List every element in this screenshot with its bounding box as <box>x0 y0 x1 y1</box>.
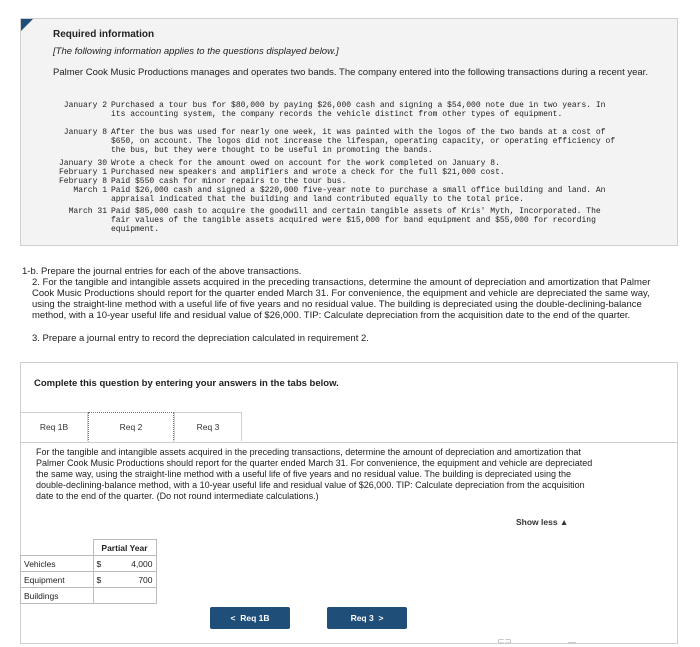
divider-dash: — <box>568 638 576 647</box>
chevron-right-icon: > <box>378 613 384 623</box>
info-heading: Required information <box>53 29 155 40</box>
prev-button[interactable] <box>210 607 290 629</box>
question-1b: 1-b. Prepare the journal entries for each of the above transactions. <box>22 266 302 277</box>
amount-input[interactable]: 4,000 <box>110 556 157 572</box>
txn-text: Paid $85,000 cash to acquire the goodwill and certain tangible assets of Kris' Myth, Incorporated. The fair values of the tangible assets acquired were $15,000 for band equipment and $55,000 for recording equipment. <box>111 207 601 234</box>
txn-date: January 2 <box>63 101 107 110</box>
txn-text: Purchased new speakers and amplifiers and wrote a check for the full $21,000 cost. <box>111 168 505 177</box>
info-note: [The following information applies to the questions displayed below.] <box>53 46 339 57</box>
tabs-bar <box>20 412 678 443</box>
txn-date: February 1 <box>58 168 107 177</box>
depreciation-table <box>20 539 157 604</box>
tab-req-2[interactable]: Req 2 <box>88 412 174 442</box>
complete-instructions: Complete this question by entering your answers in the tabs below. <box>34 378 339 389</box>
row-label: Vehicles <box>21 556 94 572</box>
txn-text: Wrote a check for the amount owed on account for the work completed on January 8. <box>111 159 500 168</box>
amount-input[interactable] <box>110 588 157 604</box>
currency-symbol: $ <box>93 572 110 588</box>
row-label: Equipment <box>21 572 94 588</box>
txn-text: Paid $26,000 cash and signed a $220,000 five-year note to purchase a small office building and land. An appraisal indicated that the building and land contributed equally to the total price. <box>111 186 606 204</box>
question-3: 3. Prepare a journal entry to record the depreciation calculated in requirement 2. <box>32 333 369 344</box>
row-label: Buildings <box>21 588 94 604</box>
link-icon: ⊂⊃ <box>497 636 513 646</box>
table-row <box>21 556 157 572</box>
req2-instructions: For the tangible and intangible assets acquired in the preceding transactions, determine the amount of depreciation and amortization that Palmer Cook Music Productions should report for the quarter ended March 31. For convenience, the equipment and vehicle are depreciated the same way, using the straight-line method with a useful life of five years and no residual value. The building is depreciated using the double-declining-balance method, with a 10-year useful life and residual value of $26,000. TIP: Calculate depreciation from the acquisition date to the end of the quarter. (Do not round intermediate calculations.) <box>36 447 593 501</box>
txn-text: After the bus was used for nearly one week, it was painted with the logos of the two bands at a cost of $650, on account. The logos did not increase the lifespan, operating capacity, or operating efficiency of the bus, but they were thought to be useful in promoting the bands. <box>111 128 616 155</box>
column-header-partial-year: Partial Year <box>93 540 156 556</box>
currency-symbol <box>93 588 110 604</box>
table-row <box>21 572 157 588</box>
next-button-label: Req 3 <box>350 613 374 623</box>
txn-text: Purchased a tour bus for $80,000 by paying $26,000 cash and signing a $54,000 note due in two years. In its accounting system, the company records the vehicle distinct from other types of equipment. <box>111 101 606 119</box>
txn-date: January 8 <box>63 128 107 137</box>
chevron-left-icon: < <box>230 613 236 623</box>
currency-symbol: $ <box>93 556 110 572</box>
amount-input[interactable]: 700 <box>110 572 157 588</box>
required-information-panel <box>20 18 678 246</box>
info-intro: Palmer Cook Music Productions manages and operates two bands. The company entered into the following transactions during a recent year. <box>53 67 648 78</box>
tab-req-3[interactable]: Req 3 <box>174 412 242 441</box>
txn-date: February 8 <box>58 177 107 186</box>
question-2: 2. For the tangible and intangible assets acquired in the preceding transactions, determine the amount of depreciation and amortization that Palmer Cook Music Productions should report for the quarter ended March 31. For convenience, the equipment and vehicle are depreciated the same way, using the straight-line method with a useful life of five years and no residual value. The building is depreciated using the double-declining-balance method, with a 10-year useful life and residual value of $26,000. TIP: Calculate depreciation from the acquisition date to the end of the quarter. <box>32 277 651 321</box>
table-row <box>21 588 157 604</box>
table-corner <box>21 540 94 556</box>
show-less-toggle[interactable]: Show less ▲ <box>516 517 569 527</box>
corner-marker <box>21 19 33 31</box>
tab-req-1b[interactable]: Req 1B <box>20 412 88 441</box>
txn-date: March 31 <box>68 207 107 216</box>
txn-date: January 30 <box>58 159 107 168</box>
next-button[interactable] <box>327 607 407 629</box>
txn-date: March 1 <box>73 186 107 195</box>
prev-button-label: Req 1B <box>240 613 270 623</box>
txn-text: Paid $550 cash for minor repairs to the tour bus. <box>111 177 347 186</box>
